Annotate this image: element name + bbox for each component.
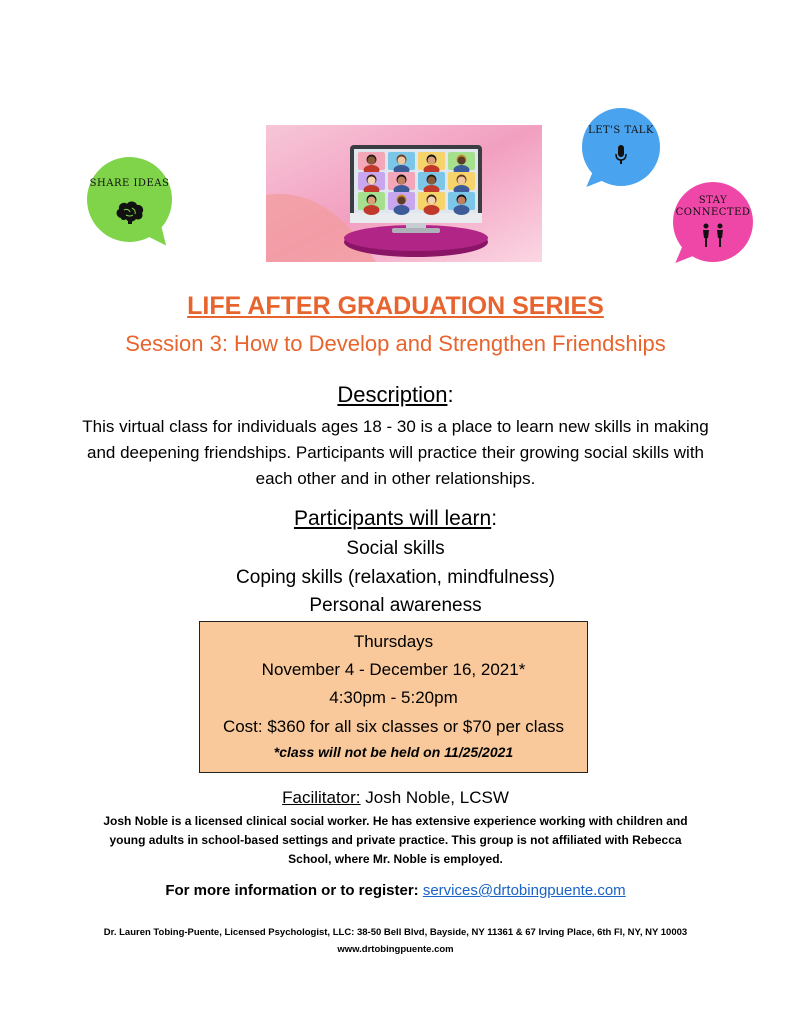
schedule-day: Thursdays (353, 632, 434, 651)
learn-heading: Participants will learn: (293, 507, 498, 530)
brain-icon (115, 200, 145, 229)
description-body: This virtual class for individuals ages 18 - 30 is a place to learn new skills in making and deepening friendships. Participants will practice their growing social skills with each other and in other relationships. (82, 417, 709, 488)
share-ideas-bubble (87, 157, 172, 242)
lets-talk-bubble (582, 108, 660, 186)
contact-line: For more information or to register: services@drtobingpuente.com (165, 882, 626, 899)
video-conference-monitor-illustration (266, 125, 542, 262)
schedule-note: *class will not be held on 11/25/2021 (273, 744, 514, 760)
facilitator-line (0, 788, 791, 808)
footer-website: www.drtobingpuente.com (337, 944, 454, 955)
microphone-icon (615, 145, 627, 170)
stay-connected-bubble (673, 182, 753, 262)
lets-talk-label: LET'S TALK (588, 125, 654, 136)
facilitator-bio: Josh Noble is a licensed clinical social worker. He has extensive experience working with children and young adults in school-based settings and private practice. This group is not affiliated with Rebecca School, where Mr. Noble is employed. (103, 814, 688, 866)
learn-item: Personal awareness (309, 595, 482, 616)
email-link[interactable]: services@drtobingpuente.com (422, 882, 626, 899)
session-subtitle: Session 3: How to Develop and Strengthen Friendships (125, 331, 666, 356)
facilitator-label: Facilitator: (282, 788, 361, 807)
schedule-time: 4:30pm - 5:20pm (329, 688, 458, 707)
learn-item: Social skills (346, 538, 445, 559)
footer-address: Dr. Lauren Tobing-Puente, Licensed Psychologist, LLC: 38-50 Bell Blvd, Bayside, NY 11361 & 67 Irving Place, 6th Fl, NY, NY 10003 (103, 927, 688, 938)
stay-connected-label: STAY CONNECTED (675, 195, 751, 218)
people-icon (699, 223, 727, 252)
description-heading: Description: (337, 382, 454, 407)
share-ideas-label: SHARE IDEAS (89, 178, 170, 189)
schedule-box (199, 621, 588, 773)
footer (0, 924, 791, 958)
schedule-dates: November 4 - December 16, 2021* (261, 660, 526, 679)
schedule-cost: Cost: $360 for all six classes or $70 per class (222, 717, 565, 736)
learn-item: Coping skills (relaxation, mindfulness) (236, 567, 555, 588)
facilitator-name: Josh Noble, LCSW (360, 788, 509, 807)
page-title: LIFE AFTER GRADUATION SERIES (187, 292, 604, 320)
